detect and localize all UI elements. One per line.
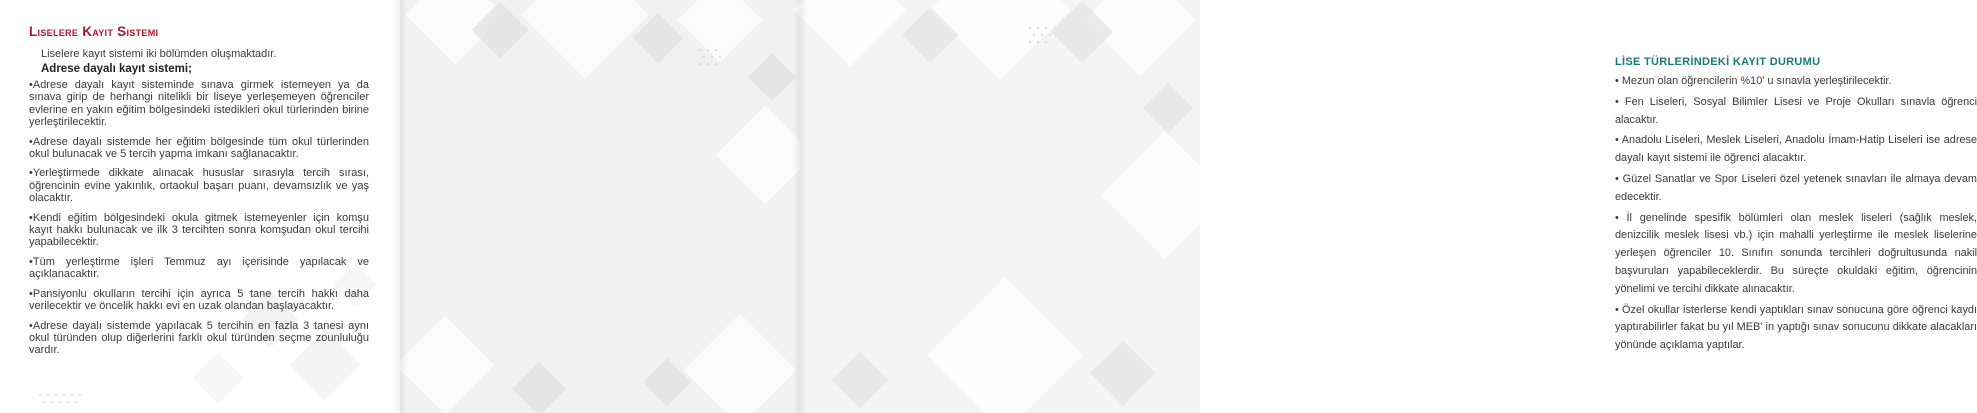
panel3-content [1615,56,1977,358]
panel1-title: Liselere Kayıt Sistemi [29,24,159,39]
panel-lise-turleri [800,0,1977,413]
panel-liselere-kayit [0,0,400,413]
panel3-item: • Mezun olan öğrencilerin %10' u sınavla yerleştirilecektir. [1615,75,1892,87]
panel-giris-sinavi [400,0,800,413]
decorative-background [400,0,800,413]
panel1-subtitle: Adrese dayalı kayıt sistemi; [41,63,192,75]
panel1-item: •Adrese dayalı sistemde her eğitim bölgesinde tüm okul türlerinden okul bulunacak ve 5 tercih yapma imkanı sağlanacaktır. [29,135,369,161]
panel1-item: •Adrese dayalı kayıt sisteminde sınava girmek istemeyen ya da sınava girip de herhangi nitelikli bir liseye yerleşemeyen öğrenciler evlerine en yakın eğitim bölgesindeki istedikleri okul türlerinden birine yerleştirilecektir. [29,79,369,129]
panel1-item: •Tüm yerleştirme işleri Temmuz ayı içerisinde yapılacak ve açıklanacaktır. [29,255,369,281]
panel1-item: •Yerleştirmede dikkate alınacak hususlar sırasıyla tercih sırası, öğrencinin evine yakınlık, ortaokul başarı puanı, devamsızlık ve yaş olacaktır. [29,167,369,205]
panel1-item: •Pansiyonlu okulların tercihi için ayrıca 5 tane tercih hakkı daha verilecektir ve öncelik hakkı evi en uzak olandan başlayacaktır. [29,287,369,313]
panel3-item: • Özel okullar isterlerse kendi yaptıkları sınav sonucuna göre öğrenci kaydı yaptırabilirler fakat bu yıl MEB' in yaptığı sınav sonucunu dikkate alacakları yönünde açıklama yaptılar. [1615,303,1977,352]
panel1-intro: Liselere kayıt sistemi iki bölümden oluşmaktadır. [41,48,277,60]
panel3-item: • Güzel Sanatlar ve Spor Liseleri özel yetenek sınavları ile almaya devam edecektir. [1615,172,1977,203]
panel1-item: •Adrese dayalı sistemde yapılacak 5 tercihin en fazla 3 tanesi aynı okul türünden olup diğerlerini farklı okul türünden seçme zounluluğu vardır. [29,319,369,357]
panel3-item: • Fen Liseleri, Sosyal Bilimler Lisesi ve Proje Okulları sınavla öğrenci alacaktır. [1615,95,1977,126]
panel3-title: LİSE TÜRLERİNDEKİ KAYIT DURUMU [1615,56,1821,68]
panel3-item: • İl genelinde spesifik bölümleri olan meslek liseleri (sağlık meslek, denizcilik meslek lisesi vb.) için mahalli yerleştirme ile meslek liselerine yerleşen öğrenciler 10. Sınıfın sonunda tercihleri doğrultusunda nakil başvuruları yapabileceklerdir. Bu süreçte okuldaki eğitim, öğrencinin yönelimi ve tercihi dikkate alınacaktır. [1615,211,1977,295]
decorative-background [800,0,1200,413]
panel1-item: •Kendi eğitim bölgesindeki okula gitmek istemeyenler için komşu kayıt hakkı bulunacak ve ilk 3 tercihten sonra komşudan okul tercihi yapabilecektir. [29,211,369,249]
panel3-item: • Anadolu Liseleri, Meslek Liseleri, Anadolu İmam-Hatip Liseleri ise adrese dayalı kayıt sistemi ile öğrenci alacaktır. [1615,134,1977,165]
panel1-content [29,24,369,364]
